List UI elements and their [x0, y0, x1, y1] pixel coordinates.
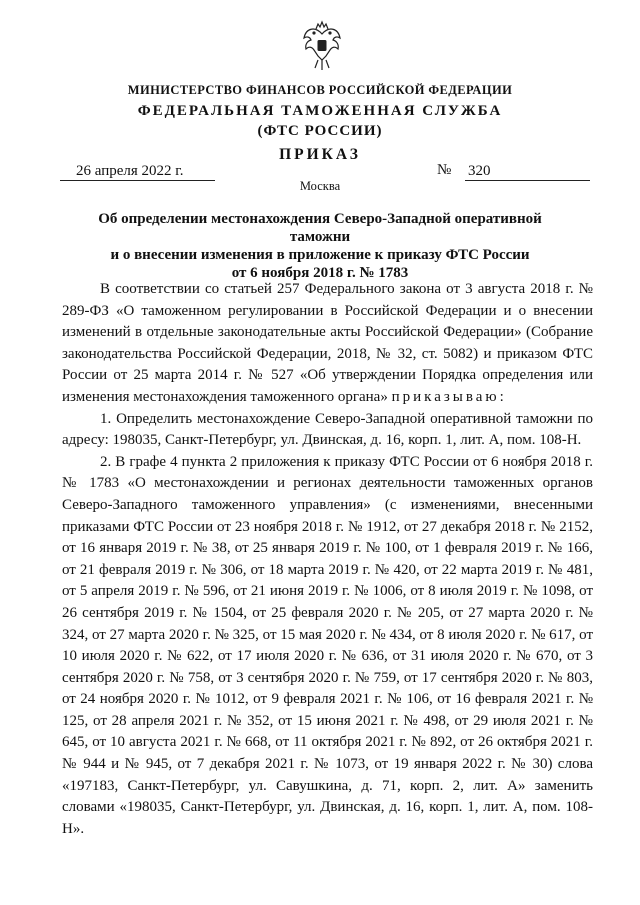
- order-number: 320: [468, 163, 491, 179]
- service-abbreviation: (ФТС РОССИИ): [257, 123, 383, 139]
- order-word: приказываю:: [391, 388, 507, 405]
- document-body: [62, 279, 593, 840]
- service-name: ФЕДЕРАЛЬНАЯ ТАМОЖЕННАЯ СЛУЖБА: [137, 103, 503, 119]
- ministry-name: МИНИСТЕРСТВО ФИНАНСОВ РОССИЙСКОЙ ФЕДЕРАЦИИ: [127, 83, 513, 97]
- clause-1: 1. Определить местонахождение Северо-Западной оперативной таможни по адресу: 198035, Санкт-Петербург, ул. Двинская, д. 16, корп. 1, лит. А, пом. 108-Н.: [62, 410, 593, 449]
- title-line: и о внесении изменения в приложение к приказу ФТС России: [110, 247, 530, 263]
- city: Москва: [299, 179, 341, 193]
- double-headed-eagle-icon: [301, 20, 343, 72]
- clause-2: 2. В графе 4 пункта 2 приложения к приказу ФТС России от 6 ноября 2018 г. № 1783 «О местонахождении и регионах деятельности таможенных органов Северо-Западного таможенного управления» (с изменениями, внесенными приказами ФТС России от 23 ноября 2018 г. № 1912, от 27 декабря 2018 г. № 2152, от 16 января 2019 г. № 38, от 25 января 2019 г. № 100, от 1 февраля 2019 г. № 166, от 21 февраля 2019 г. № 306, от 18 марта 2019 г. № 420, от 22 марта 2019 г. № 481, от 5 апреля 2019 г. № 596, от 21 июня 2019 г. № 1006, от 8 июля 2019 г. № 1098, от 26 сентября 2019 г. № 1504, от 25 февраля 2020 г. № 205, от 27 марта 2020 г. № 324, от 27 марта 2020 г. № 325, от 15 мая 2020 г. № 434, от 8 июля 2020 г. № 617, от 10 июля 2020 г. № 622, от 17 июля 2020 г. № 636, от 31 июля 2020 г. № 670, от 3 сентября 2020 г. № 758, от 3 сентября 2020 г. № 759, от 17 сентября 2020 г. № 803, от 24 ноября 2020 г. № 1012, от 9 февраля 2021 г. № 106, от 16 февраля 2021 г. № 125, от 28 апреля 2021 г. № 352, от 15 июня 2021 г. № 498, от 29 июля 2021 г. № 645, от 10 августа 2021 г. № 668, от 11 октября 2021 г. № 892, от 26 октября 2021 г. № 944 и № 945, от 7 декабря 2021 г. № 1073, от 19 января 2022 г. № 30) слова «197183, Санкт-Петербург, ул. Савушкина, д. 71, корп. 2, лит. А» заменить словами «198035, Санкт-Петербург, ул. Двинская, д. 16, корп. 1, лит. А, пом. 108-Н».: [62, 453, 593, 837]
- order-date: 26 апреля 2022 г.: [76, 163, 184, 179]
- preamble-paragraph: [62, 279, 593, 409]
- document-title: [80, 210, 560, 282]
- title-line: от 6 ноября 2018 г. № 1783: [231, 265, 409, 281]
- title-line: Об определении местонахождения Северо-Западной оперативной таможни: [98, 211, 542, 245]
- preamble-text: В соответствии со статьей 257 Федерального закона от 3 августа 2018 г. № 289-ФЗ «О таможенном регулировании в Российской Федерации и о внесении изменений в отдельные законодательные акты Российской Федерации» (Собрание законодательства Российской Федерации, 2018, № 32, ст. 5082) и приказом ФТС России от 25 марта 2014 г. № 527 «Об утверждении Порядка определения или изменения местонахождения таможенного органа»: [62, 281, 593, 405]
- document-type: ПРИКАЗ: [279, 146, 361, 163]
- number-label: №: [437, 162, 452, 178]
